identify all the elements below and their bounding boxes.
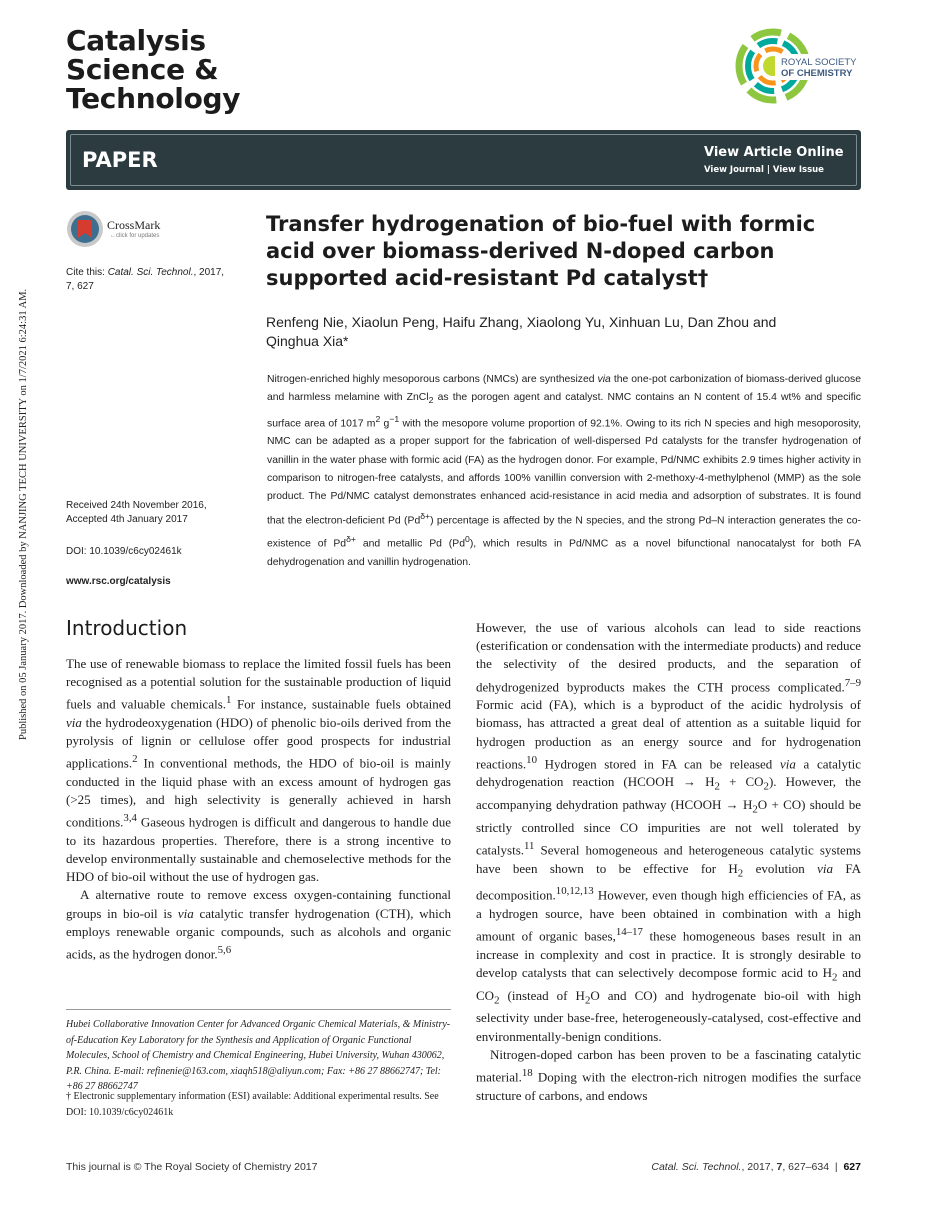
cite-journal: Catal. Sci. Technol. bbox=[107, 267, 194, 278]
view-article-online-link[interactable]: View Article Online bbox=[704, 145, 844, 160]
article-title: Transfer hydrogenation of bio-fuel with formic acid over biomass-derived N-doped carbon supported acid-resistant Pd catalyst† bbox=[266, 212, 816, 290]
cite-label: Cite this: bbox=[66, 267, 105, 278]
view-issue-link[interactable]: View Issue bbox=[772, 165, 824, 175]
crossmark-label[interactable]: CrossMark bbox=[107, 218, 161, 232]
banner-links bbox=[704, 165, 824, 175]
rsc-logo[interactable] bbox=[735, 24, 865, 108]
download-note-sidebar bbox=[6, 200, 29, 740]
author-list: Renfeng Nie, Xiaolun Peng, Haifu Zhang, Xiaolong Yu, Xinhuan Lu, Dan Zhou and Qinghua Xia* bbox=[266, 314, 777, 349]
page-number: 627 bbox=[843, 1161, 861, 1173]
dates-block bbox=[66, 499, 251, 527]
banner-frame bbox=[70, 134, 857, 186]
journal-title-line3: Technology bbox=[66, 82, 241, 115]
citation-block bbox=[66, 266, 251, 294]
body-column-right bbox=[476, 619, 861, 1105]
intro-paragraph-2: A alternative route to remove excess oxygen-containing functional groups in bio-oil is via catalytic transfer hydrogenation (CTH), which employs renewable organic compounds, such as alcohols and organic acids, as the hydrogen donor.$^{5,6}$ bbox=[66, 887, 451, 962]
crossmark-sub: ←click for updates bbox=[110, 233, 160, 239]
abstract: Nitrogen-enriched highly mesoporous carbons (NMCs) are synthesized via the one-pot carbonization of biomass-derived glucose and harmless melamine with ZnCl$_2$ as the porogen agent and catalyst. NMC contains an N content of 15.4 wt% and specific surface area of 1017 $m^2$ $g^{-1}$ with the mesopore volume proportion of 92.1%. Owing to its rich N species and high mesoporosity, NMC can be adapted as a proper support for the fabrication of well-dispersed Pd catalysts for the transfer hydrogenation of vanillin in the water phase with formic acid (FA) as the hydrogen donor. For example, Pd/NMC exhibits 2.9 times higher activity in comparison to nitrogen-free catalysts, and affords 100% vanillin conversion with 2-methoxy-4-methylphenol (MMP) as the sole product. The Pd/NMC catalyst demonstrates enhanced acid-resistance in acid media and adsorption of substrates. It is found that the electron-deficient Pd $(Pd^{\delta+})$ percentage is affected by the N species, and the strong Pd–N interaction generates the co-existence of $Pd^{\delta+}$ and metallic Pd (Pd$^0$), which results in Pd/NMC as a novel bifunctional nanocatalyst for both FA dehydrogenation and vanillin hydrogenation. bbox=[267, 374, 862, 569]
accepted-date: Accepted 4th January 2017 bbox=[66, 514, 188, 525]
journal-website-link[interactable]: www.rsc.org/catalysis bbox=[66, 576, 171, 587]
affiliation-footnote: Hubei Collaborative Innovation Center for Advanced Organic Chemical Materials, & Ministry-of-Education Key Laboratory for the Synthesis and Application of Organic Functional Molecules, School of Chemistry and Chemical Engineering, Hubei University, Wuhan 430062, P.R. China. E-mail: refinenie@163.com, xiaqh518@aliyun.com; Fax: +86 27 88662747; Tel: +86 27 88662747 bbox=[66, 1019, 451, 1093]
article-type-label: PAPER bbox=[82, 148, 158, 172]
journal-title-line1: Catalysis bbox=[66, 24, 206, 57]
rsc-logo-icon bbox=[735, 24, 865, 108]
intro-paragraph-3: However, the use of various alcohols can lead to side reactions (esterification or condensation with the intermediate products) and reduce the selectivity of the desired products, and the separation of dehydrogenized byproducts makes the CTH process complicated.$^{7-9}$ Formic acid (FA), which is a byproduct of the acidic hydrolysis of biomass, has attracted a great deal of attention as a suitable liquid for hydrogen production as an energy source and for hydrogenation reactions.$^{10}$ Hydrogen stored in FA can be released via a catalytic dehydrogenation reaction (HCOOH → $H_2 + CO_2$). However, the accompanying dehydration pathway (HCOOH → $H_2O + CO$) should be strictly controlled since CO impurities are not well tolerated by catalysts.$^{11}$ Several homogeneous and heterogeneous catalytic systems have been shown to be effective for $H_2$ evolution via FA decomposition.$^{10,12,13}$ However, even though high efficiencies of FA, as a hydrogen source, have been obtained in combination with a high amount of organic bases,$^{14-17}$ these homogeneous bases result in an increase in complexity and cost in practice. It is strongly desirable to develop catalysts that can selectively decompose formic acid to $H_2$ and $CO_2$ (instead of $H_2O$ and CO) and hydrogenate bio-oil with high selectivity under base-free, heterogeneously-catalysed, cost-effective and environmentally-benign conditions. bbox=[476, 620, 861, 1044]
link-separator: | bbox=[766, 165, 770, 175]
intro-paragraph-4: Nitrogen-doped carbon has been proven to be a fascinating catalytic material.$^{18}$ Doping with the electron-rich nitrogen modifies the surface structure of carbons, and endows bbox=[476, 1046, 861, 1103]
rsc-logo-line1: ROYAL SOCIETY bbox=[781, 57, 857, 68]
doi-text[interactable]: DOI: 10.1039/c6cy02461k bbox=[66, 546, 182, 557]
footer-copyright: This journal is © The Royal Society of Chemistry 2017 bbox=[66, 1161, 318, 1173]
crossmark-icon bbox=[66, 210, 106, 250]
cite-year: , 2017, bbox=[193, 267, 225, 278]
paper-banner bbox=[66, 130, 861, 190]
cite-volume: 7, 627 bbox=[66, 281, 94, 292]
footnote-divider bbox=[66, 1009, 451, 1010]
download-note-text: Published on 05 January 2017. Downloaded by NANJING TECH UNIVERSITY on 1/7/2021 6:24:31 AM. bbox=[18, 288, 29, 740]
view-journal-link[interactable]: View Journal bbox=[704, 165, 764, 175]
journal-title-line2: Science & bbox=[66, 53, 219, 86]
esi-footnote: † Electronic supplementary information (ESI) available: Additional experimental results. See DOI: 10.1039/c6cy02461k bbox=[66, 1091, 439, 1118]
received-date: Received 24th November 2016, bbox=[66, 500, 207, 511]
section-heading-introduction: Introduction bbox=[66, 616, 188, 640]
footer-citation: Catal. Sci. Technol., 2017, 7, 627–634 | 627 bbox=[651, 1161, 861, 1173]
body-column-left bbox=[66, 655, 451, 964]
rsc-logo-line2: OF CHEMISTRY bbox=[781, 68, 853, 79]
journal-title bbox=[66, 26, 240, 113]
intro-paragraph-1: The use of renewable biomass to replace the limited fossil fuels has been recognised as a potential solution for the sustainable production of liquid fuels and valuable chemicals.$^1$ For instance, sustainable fuels obtained via the hydrodeoxygenation (HDO) of phenolic bio-oils derived from the pyrolysis of lignin or cellulose offer good prospects for industrial applications.$^2$ In conventional methods, the HDO of bio-oil is mainly conducted in the liquid phase with an excess amount of hydrogen gas (>25 times), and high selectivity is generally achieved in harsh conditions.$^{3,4}$ Gaseous hydrogen is difficult and dangerous to handle due to its hazardous properties. Therefore, there is a strong incentive to develop environmentally sustainable and chemoselective methods for the HDO of bio-oil without the use of hydrogen gas. bbox=[66, 656, 451, 885]
